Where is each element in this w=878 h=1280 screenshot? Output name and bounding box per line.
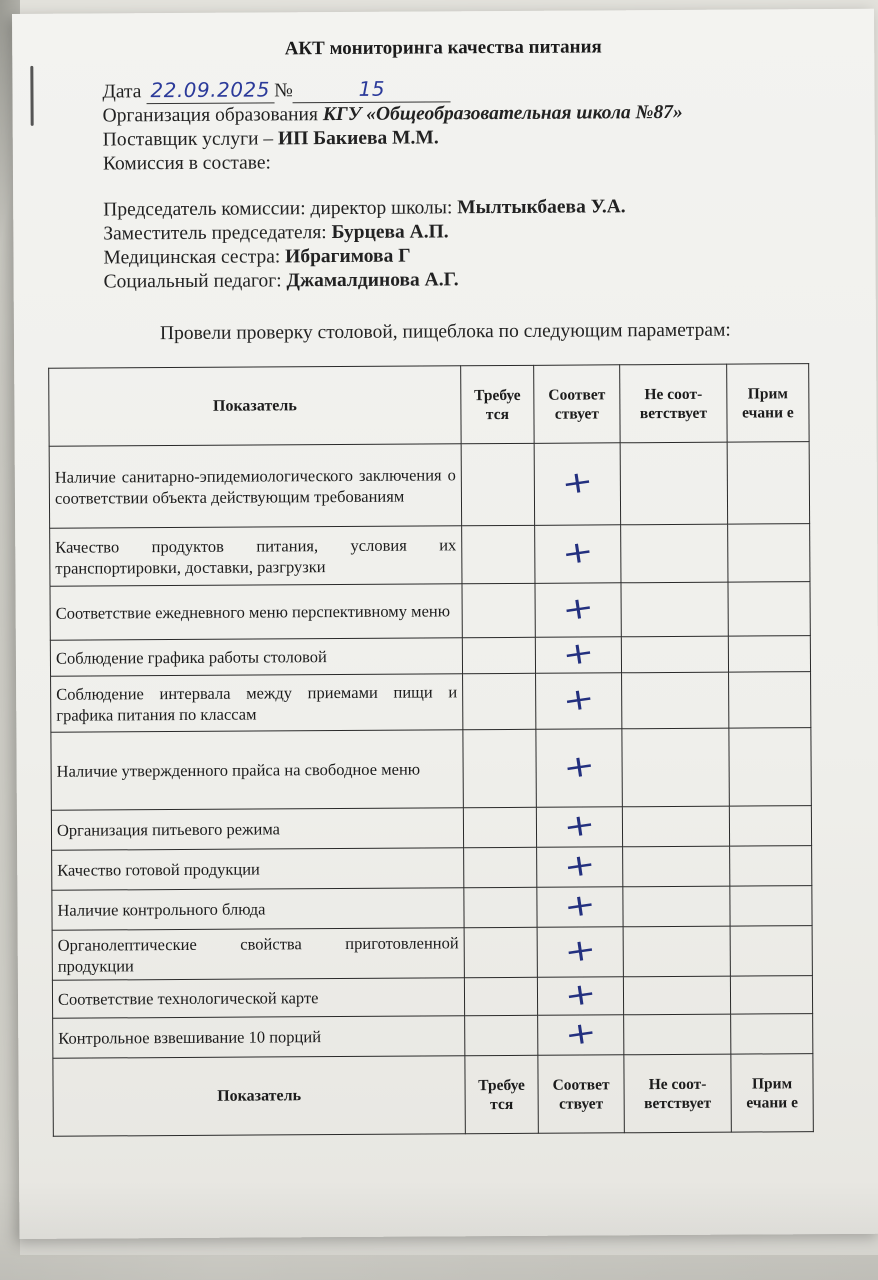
table-footer-header-row: [53, 1054, 813, 1137]
required-cell: [463, 807, 536, 847]
complies-cell: [536, 807, 622, 848]
number-value: 15: [358, 76, 386, 101]
member-role: Заместитель председателя:: [103, 222, 332, 245]
table-header-row: [49, 364, 809, 447]
handwritten-mark: +: [559, 589, 597, 629]
required-cell: [464, 927, 537, 977]
required-cell: [462, 525, 535, 583]
note-cell: [731, 1014, 813, 1055]
complies-cell: [535, 634, 621, 674]
margin-pen-mark: [30, 66, 33, 126]
inspection-intro: Провели проверку столовой, пищеблока по следующим параметрам:: [159, 319, 731, 345]
table-row: [52, 976, 812, 1019]
not-complies-cell: [623, 976, 730, 1015]
handwritten-mark: +: [560, 634, 597, 674]
member-name: Бурцева А.П.: [331, 221, 449, 244]
not-complies-cell: [622, 728, 729, 807]
complies-cell: [535, 525, 621, 584]
not-complies-cell: [621, 636, 728, 673]
commission-member: [104, 267, 684, 295]
commission-member: [103, 243, 683, 271]
supplier-value: ИП Бакиева М.М.: [277, 127, 439, 150]
required-cell: [463, 729, 536, 807]
member-name: Джамалдинова А.Г.: [286, 269, 459, 292]
member-name: Мылтыкбаева У.А.: [457, 196, 626, 219]
table-row: [49, 442, 809, 529]
indicator-cell: Наличие утвержденного прайса на свободное меню: [51, 730, 463, 811]
complies-cell: [537, 847, 623, 888]
handwritten-mark: +: [561, 806, 598, 846]
complies-cell: [538, 1015, 624, 1056]
indicator-cell: Соблюдение графика работы столовой: [50, 638, 462, 677]
indicator-cell: Наличие санитарно-эпидемиологического заключения о соответствии объекта действующим требованиям: [49, 444, 461, 529]
handwritten-mark: +: [561, 886, 598, 926]
required-cell: [464, 887, 537, 927]
number-field: [293, 77, 451, 103]
indicator-cell: Соответствие ежедневного меню перспективному меню: [50, 584, 462, 641]
date-field: [146, 78, 274, 104]
col-footer-required: Требуе тся: [465, 1055, 538, 1133]
document-page: [12, 9, 878, 1239]
note-cell: [729, 672, 811, 728]
not-complies-cell: [623, 846, 730, 887]
complies-cell: [534, 443, 620, 526]
handwritten-mark: +: [561, 846, 598, 886]
not-complies-cell: [622, 672, 729, 729]
complies-cell: [535, 583, 621, 638]
note-cell: [730, 886, 812, 927]
table-row: [51, 672, 811, 733]
member-name: Ибрагимова Г: [285, 245, 411, 268]
organization-label: Организация образования: [102, 104, 323, 127]
col-footer-note: Прим ечани е: [731, 1054, 813, 1132]
note-cell: [729, 728, 811, 806]
note-cell: [729, 806, 811, 847]
commission-label: Комиссия в составе:: [102, 152, 271, 175]
commission-member: [103, 219, 683, 247]
required-cell: [464, 847, 537, 887]
organization-value: КГУ «Общеобразовательная школа №87»: [322, 101, 683, 126]
indicator-cell: Соответствие технологической карте: [52, 978, 464, 1019]
supplier-line: [103, 125, 683, 153]
col-header-required: Требуе тся: [461, 365, 534, 443]
table-row: [52, 886, 812, 931]
required-cell: [461, 443, 534, 525]
complies-cell: [536, 729, 622, 808]
number-label: №: [274, 80, 293, 102]
indicator-cell: Контрольное взвешивание 10 порций: [53, 1016, 465, 1059]
col-header-note: Прим ечани е: [727, 364, 809, 442]
not-complies-cell: [621, 582, 728, 637]
handwritten-mark: +: [560, 747, 598, 787]
handwritten-mark: +: [559, 533, 596, 573]
commission-member: [103, 195, 683, 223]
col-footer-indicator: Показатель: [53, 1056, 465, 1137]
indicator-cell: Организация питьевого режима: [51, 808, 463, 851]
note-cell: [728, 582, 810, 636]
date-value: 22.09.2025: [150, 77, 271, 103]
required-cell: [462, 583, 535, 637]
col-footer-not-complies: Не соот-ветствует: [624, 1054, 731, 1133]
note-cell: [730, 926, 812, 977]
handwritten-mark: +: [562, 931, 599, 971]
member-role: Председатель комиссии: директор школы:: [103, 197, 458, 221]
complies-cell: [536, 673, 622, 730]
required-cell: [463, 673, 536, 729]
col-header-indicator: Показатель: [49, 366, 461, 447]
table-row: [50, 636, 810, 677]
table-row: [51, 728, 811, 811]
table-body: [49, 442, 813, 1059]
not-complies-cell: [620, 442, 727, 525]
document-header: [102, 76, 683, 295]
table-row: [51, 806, 811, 851]
not-complies-cell: [621, 524, 728, 583]
note-cell: [727, 442, 809, 524]
handwritten-mark: +: [559, 463, 596, 503]
not-complies-cell: [623, 926, 730, 977]
table-row: [52, 926, 812, 981]
date-label: Дата: [102, 81, 142, 103]
note-cell: [728, 524, 810, 582]
note-cell: [730, 846, 812, 887]
col-header-complies: Соответ ствует: [534, 365, 620, 444]
not-complies-cell: [622, 806, 729, 847]
handwritten-mark: +: [560, 680, 597, 720]
not-complies-cell: [623, 886, 730, 927]
required-cell: [462, 637, 535, 673]
indicator-cell: Качество готовой продукции: [52, 848, 464, 891]
table-row: [52, 846, 812, 891]
complies-cell: [537, 887, 623, 928]
indicator-cell: Качество продуктов питания, условия их транспортировки, доставки, разгрузки: [50, 526, 462, 587]
indicator-cell: Органолептические свойства приготовленной продукции: [52, 928, 464, 981]
complies-cell: [537, 927, 623, 978]
required-cell: [465, 1015, 538, 1055]
organization-line: [103, 101, 683, 129]
indicator-cell: Соблюдение интервала между приемами пищи и графика питания по классам: [51, 674, 463, 733]
indicator-cell: Наличие контрольного блюда: [52, 888, 464, 931]
note-cell: [728, 636, 810, 673]
col-footer-complies: Соответ ствует: [538, 1055, 624, 1134]
table-row: [53, 1014, 813, 1059]
document-title: АКТ мониторинга качества питания: [284, 36, 602, 60]
complies-cell: [537, 977, 623, 1016]
not-complies-cell: [624, 1014, 731, 1055]
col-header-not-complies: Не соот-ветствует: [620, 364, 727, 443]
table-row: [50, 582, 810, 641]
inspection-table: [48, 363, 814, 1137]
photo-shadow: [0, 1180, 878, 1280]
note-cell: [730, 976, 812, 1015]
table-row: [50, 524, 810, 587]
required-cell: [464, 977, 537, 1015]
handwritten-mark: +: [562, 975, 599, 1015]
supplier-label: Поставщик услуги –: [102, 128, 279, 151]
date-line: [102, 76, 682, 105]
member-role: Медицинская сестра:: [103, 246, 286, 269]
member-role: Социальный педагог:: [103, 270, 287, 293]
handwritten-mark: +: [562, 1014, 599, 1054]
